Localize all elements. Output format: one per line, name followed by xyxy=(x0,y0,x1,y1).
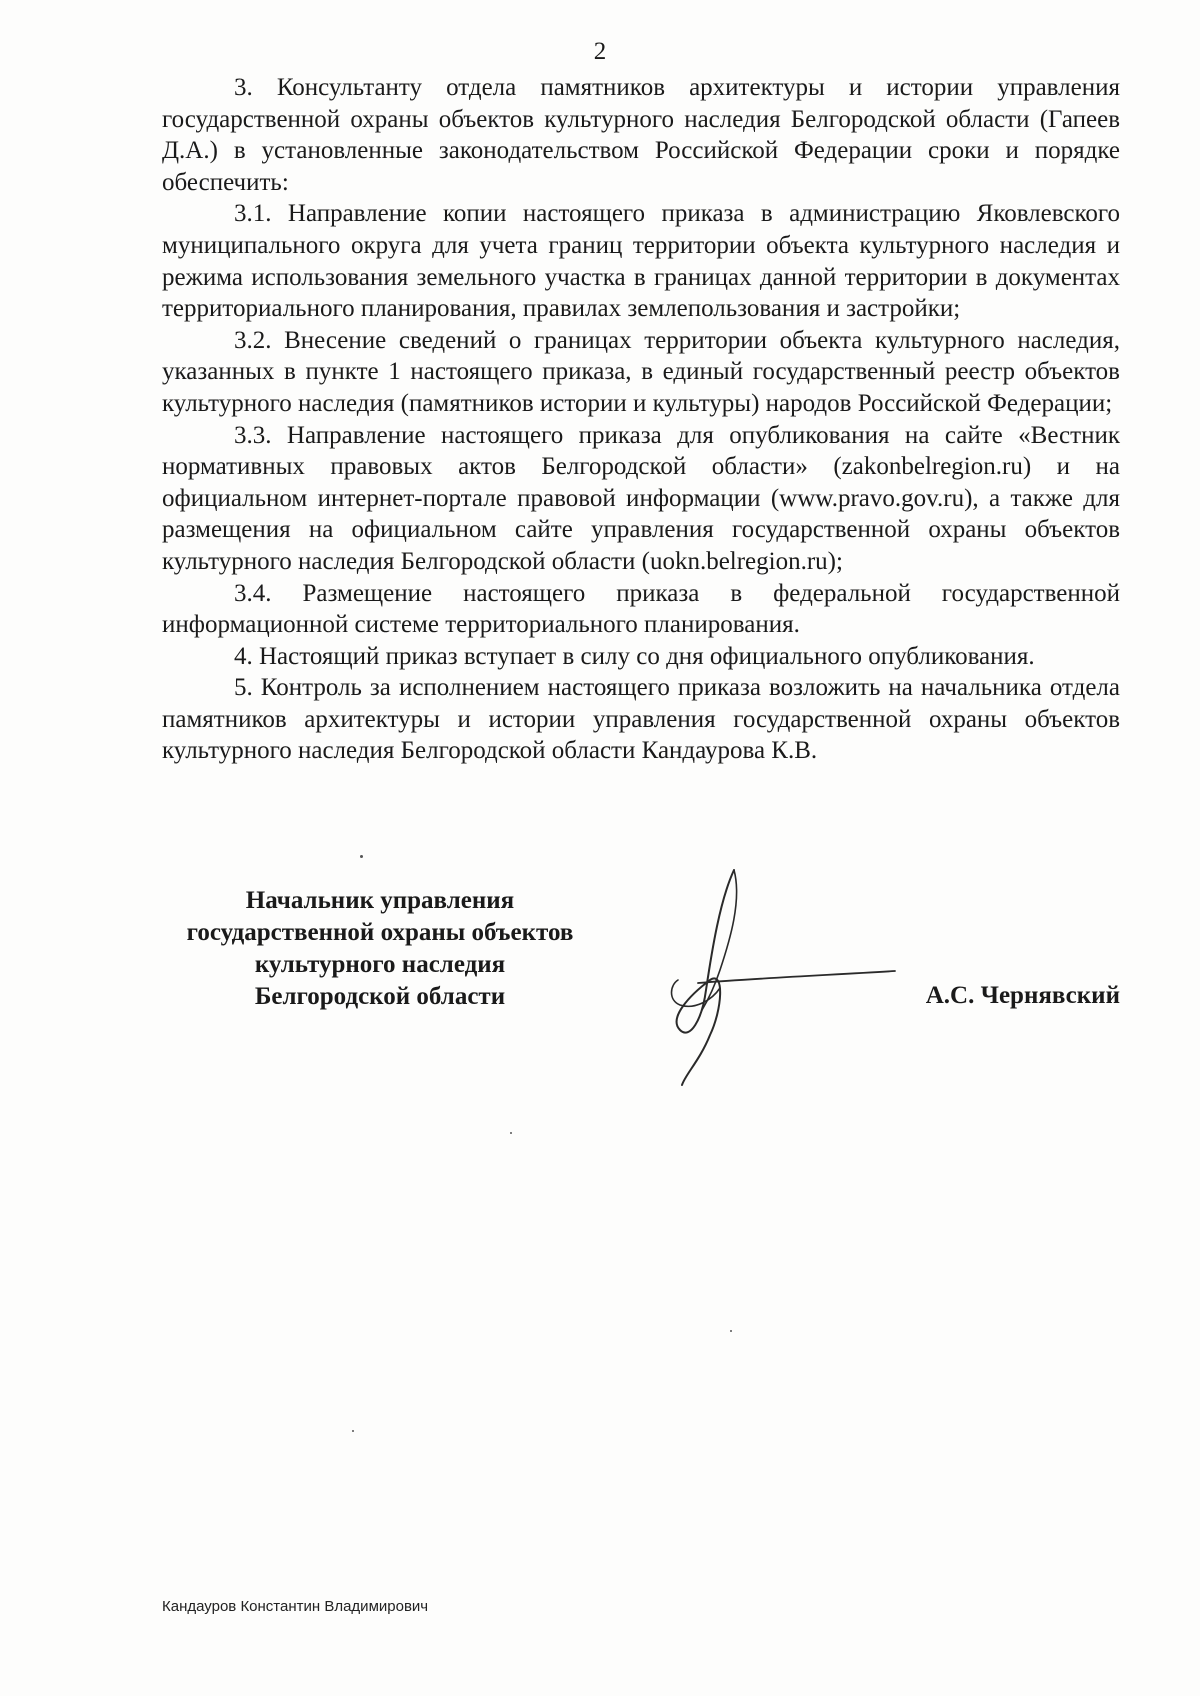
position-line: Начальник управления xyxy=(245,887,515,914)
position-line: государственной охраны объектов xyxy=(186,919,574,946)
page-number: 2 xyxy=(593,38,607,65)
paragraph-4: 4. Настоящий приказ вступает в силу со дня официального опубликования. xyxy=(234,642,1035,670)
position-line: Белгородской области xyxy=(254,983,506,1010)
document-body xyxy=(162,72,1120,767)
scan-speck xyxy=(360,855,363,858)
scan-speck xyxy=(510,1132,512,1134)
signer-name: А.С. Чернявский xyxy=(925,982,1120,1009)
paragraph-5: 5. Контроль за исполнением настоящего приказа возложить на начальника отдела памятников архитектуры и истории управления государственной охраны объектов культурного наследия Белгородской области Кандаурова К.В. xyxy=(162,674,1120,765)
scan-speck xyxy=(352,1430,354,1432)
paragraph-3-4: 3.4. Размещение настоящего приказа в федеральной государственной информационной системе территориального планирования. xyxy=(162,579,1120,639)
signatory-position xyxy=(160,885,600,1013)
scan-speck xyxy=(730,1330,732,1332)
handwritten-signature xyxy=(650,860,910,1090)
paragraph-3-1: 3.1. Направление копии настоящего приказа в администрацию Яковлевского муниципального округа для учета границ территории объекта культурного наследия и режима использования земельного участка в границах данной территории в документах территориального планирования, правилах землепользования и застройки; xyxy=(162,200,1120,323)
executor-name: Кандауров Константин Владимирович xyxy=(162,1598,429,1615)
paragraph-3-2: 3.2. Внесение сведений о границах территории объекта культурного наследия, указанных в пункте 1 настоящего приказа, в единый государственный реестр объектов культурного наследия (памятников истории и культуры) народов Российской Федерации; xyxy=(162,326,1120,417)
paragraph-3: 3. Консультанту отдела памятников архитектуры и истории управления государственной охраны объектов культурного наследия Белгородской области (Гапеев Д.А.) в установленные законодательством Российской Федерации сроки и порядке обеспечить: xyxy=(162,74,1120,196)
position-line: культурного наследия xyxy=(254,951,506,978)
paragraph-3-3: 3.3. Направление настоящего приказа для опубликования на сайте «Вестник нормативных правовых актов Белгородской области» (zakonbelregion.ru) и на официальном интернет-портале правовой информации (www.pravo.gov.ru), а также для размещения на официальном сайте управления государственной охраны объектов культурного наследия Белгородской области (uokn.belregion.ru); xyxy=(162,421,1120,575)
